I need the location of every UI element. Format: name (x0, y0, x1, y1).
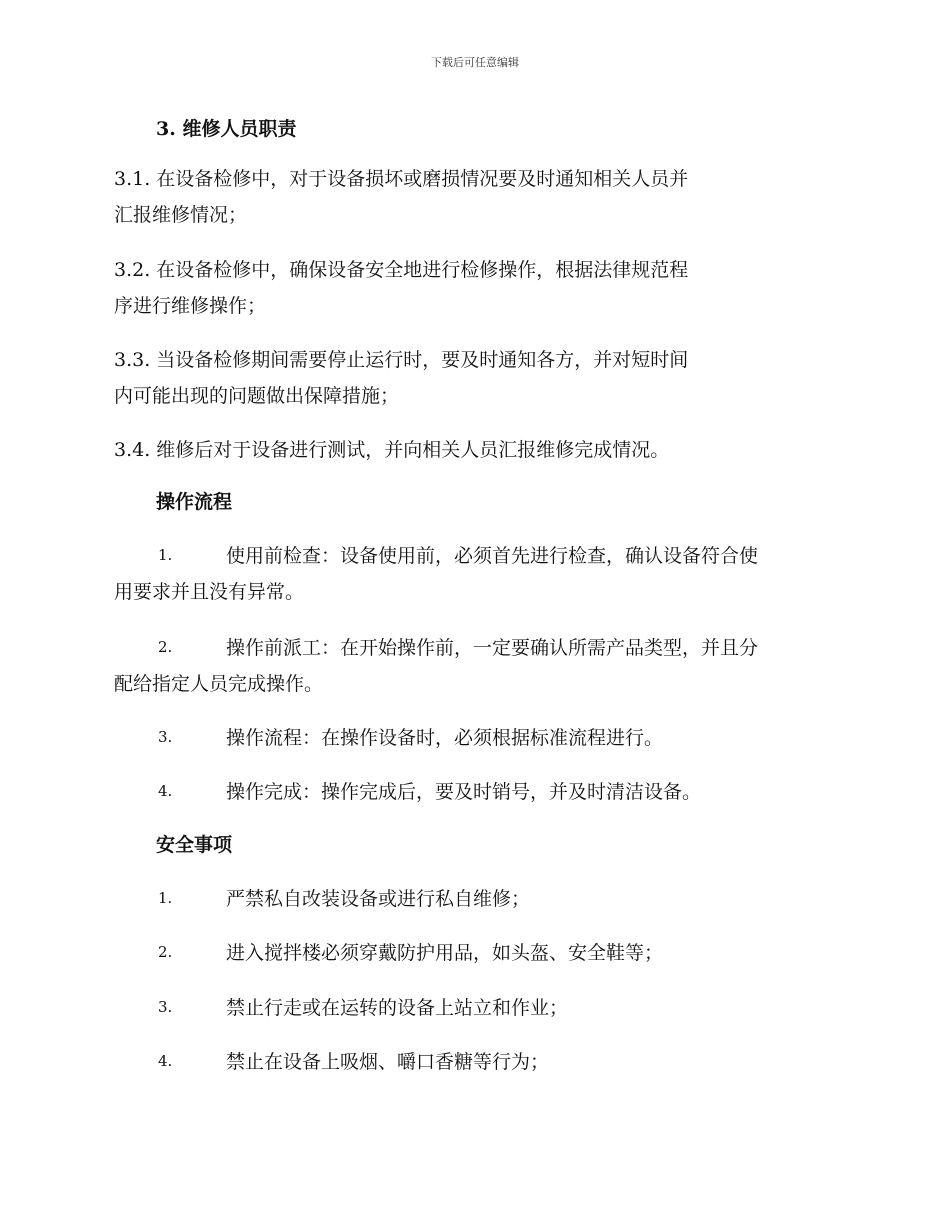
list-number: 4. (158, 1052, 173, 1070)
page-header: 下载后可任意编辑 (431, 56, 519, 69)
paragraph-3-2 (114, 252, 814, 324)
list-item-text-cont: 配给指定人员完成操作。 (114, 673, 324, 695)
section-heading-safety: 安全事项 (156, 834, 233, 856)
list-item-text: 禁止在设备上吸烟、嚼口香糖等行为； (226, 1051, 550, 1073)
line: 3.2. 在设备检修中，确保设备安全地进行检修操作，根据法律规范程 (114, 259, 689, 281)
list-item-text: 操作前派工：在开始操作前，一定要确认所需产品类型，并且分 (226, 637, 759, 659)
list-number: 3. (158, 998, 173, 1016)
list-item-text: 使用前检查：设备使用前，必须首先进行检查，确认设备符合使 (226, 545, 759, 567)
list-item-text: 操作流程：在操作设备时，必须根据标准流程进行。 (226, 727, 664, 749)
line: 序进行维修操作； (114, 295, 267, 317)
list-number: 2. (158, 638, 173, 656)
section-heading-maintenance: 3. 维修人员职责 (156, 118, 297, 140)
section-heading-operation: 操作流程 (156, 491, 233, 513)
paragraph-3-4 (114, 432, 834, 468)
list-number: 3. (158, 728, 173, 746)
list-item-text: 操作完成：操作完成后，要及时销号，并及时清洁设备。 (226, 781, 702, 803)
list-item-text-cont: 用要求并且没有异常。 (114, 581, 305, 603)
line: 3.1. 在设备检修中，对于设备损坏或磨损情况要及时通知相关人员并 (114, 168, 689, 190)
line: 内可能出现的问题做出保障措施； (114, 385, 400, 407)
list-item-text: 进入搅拌楼必须穿戴防护用品，如头盔、安全鞋等； (226, 942, 664, 964)
list-number: 2. (158, 943, 173, 961)
list-item-text: 严禁私自改装设备或进行私自维修； (226, 888, 531, 910)
list-item-text: 禁止行走或在运转的设备上站立和作业； (226, 997, 569, 1019)
line: 汇报维修情况； (114, 204, 248, 226)
line: 3.4. 维修后对于设备进行测试，并向相关人员汇报维修完成情况。 (114, 439, 670, 461)
paragraph-3-1 (114, 161, 814, 233)
line: 3.3. 当设备检修期间需要停止运行时，要及时通知各方，并对短时间 (114, 349, 689, 371)
paragraph-3-3 (114, 342, 814, 414)
list-number: 4. (158, 782, 173, 800)
list-number: 1. (158, 546, 173, 564)
list-number: 1. (158, 889, 173, 907)
